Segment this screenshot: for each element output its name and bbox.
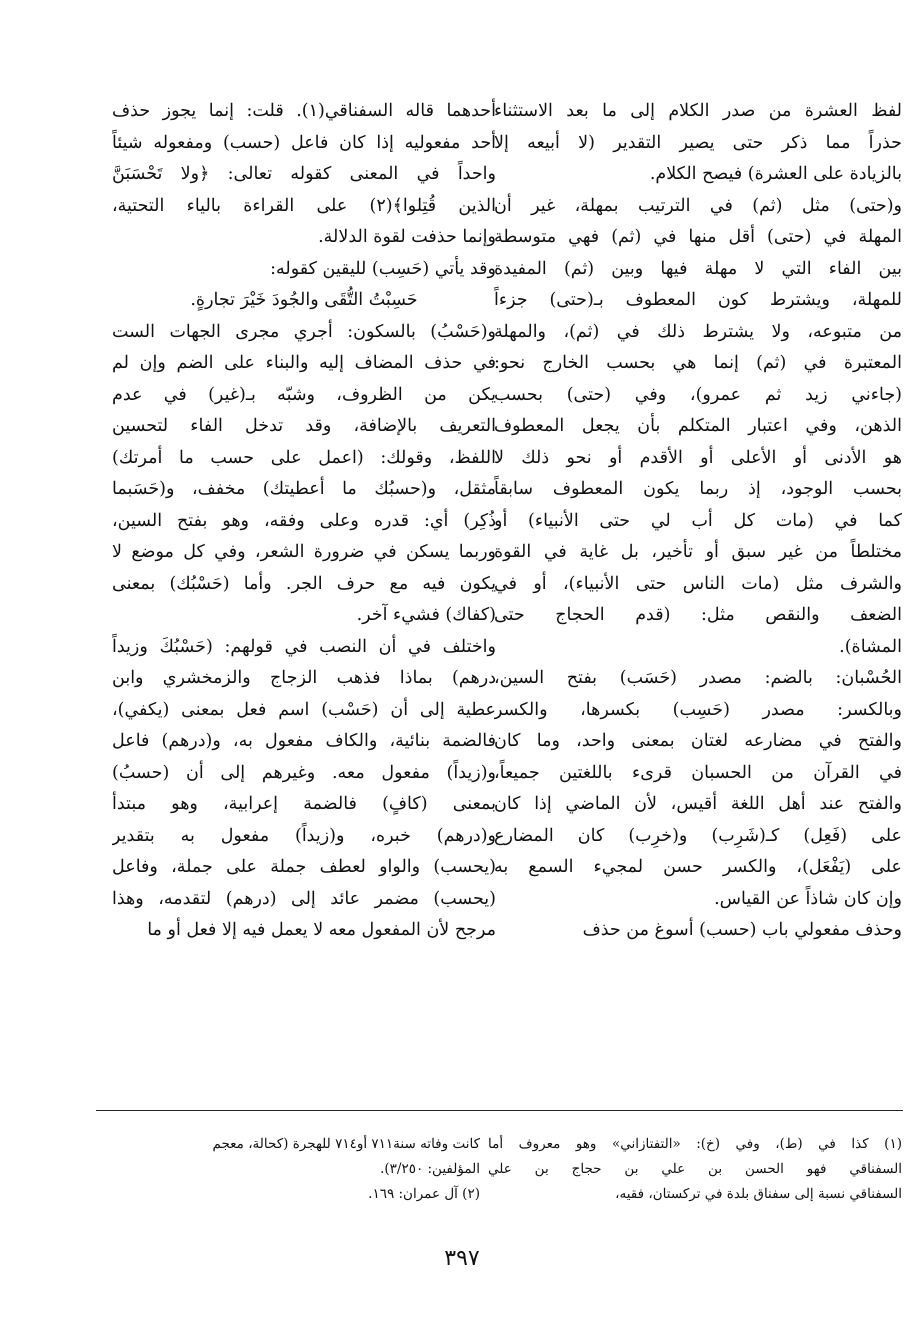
text-line: المهلة في (حتى) أقل منها في (ثم) فهي متوسطة — [494, 227, 902, 247]
text-line: فالضمة بنائية، والكاف مفعول به، و(درهم) فاعل — [112, 731, 496, 751]
text-line: وإنما حذفت لقوة الدلالة. — [318, 227, 496, 247]
text-line: (كفاك) فشيء آخر. — [356, 605, 496, 625]
text-line: وحذف مفعولي باب (حسب) أسوغ من حذف — [582, 920, 902, 940]
footnotes-left — [120, 1132, 480, 1207]
text-line: والفتح عند أهل اللغة أقيس، لأن الماضي إذا كان — [494, 794, 902, 814]
text-line: و(درهم) خبره، و(زيداً) مفعول به بتقدير — [112, 825, 496, 846]
text-line: يكن من الظروف، وشبّه بـ(غير) في عدم — [112, 384, 496, 405]
text-line: ذُكِر) أي: قدره وعلى وفقه، وهو بفتح السين، — [112, 510, 496, 531]
text-line: هو الأدنى أو الأعلى أو الأقدم أو نحو ذلك لا — [494, 447, 902, 468]
text-line: وبالكسر: مصدر (حَسِب) بكسرها، والكسر — [494, 699, 902, 720]
text-line: للمهلة، ويشترط كون المعطوف بـ(حتى) جزءاً — [494, 290, 902, 310]
text-line: السفناقي نسبة إلى سفناق بلدة في تركستان، فقيه، — [615, 1186, 902, 1202]
text-line: واحداً في المعنى كقوله تعالى: ﴿ولا تَحْسَبَنَّ — [112, 164, 496, 184]
text-line: عطية إلى أن (حَسْب) اسم فعل بمعنى (يكفي)، — [112, 699, 496, 720]
text-line: (يحسب) مضمر عائد إلى (درهم) لتقدمه، وهذا — [112, 888, 496, 909]
text-line: حذراً مما ذكر حتى يصير التقدير (لا أبيعه إلا — [494, 132, 902, 153]
text-line: وإن كان شاذاً عن القياس. — [714, 888, 902, 909]
text-line: واختلف في أن النصب في قولهم: (حَسْبُكَ وزيداً — [112, 636, 496, 657]
text-line: (١) كذا في (ط)، وفي (خ): «التفتازاني» وهو معروف أما — [488, 1136, 902, 1152]
footnotes-right — [488, 1132, 902, 1207]
text-line: و(حَسْبُ) بالسكون: أجري مجرى الجهات الست — [112, 321, 496, 342]
text-line: مختلطاً من غير سبق أو تأخير، بل غاية في القوة — [494, 542, 902, 562]
text-line: المعتبرة في (ثم) إنما هي بحسب الخارج نحو: — [494, 353, 902, 373]
text-line: بحسب الوجود، إذ ربما يكون المعطوف سابقاً — [494, 479, 902, 499]
text-line: بين الفاء التي لا مهلة فيها وبين (ثم) المفيدة — [494, 258, 902, 279]
text-line: و(حتى) مثل (ثم) في الترتيب بمهلة، غير أن — [494, 195, 902, 216]
footnote-divider — [96, 1110, 903, 1111]
text-line: السفناقي فهو الحسن بن علي بن حجاج بن علي — [488, 1161, 902, 1177]
text-line: لفظ العشرة من صدر الكلام إلى ما بعد الاستثناء — [494, 101, 902, 121]
page-number: ٣٩٧ — [444, 1246, 480, 1271]
text-line: الحُسْبان: بالضم: مصدر (حَسَب) بفتح السين، — [494, 668, 902, 688]
text-line: مرجح لأن المفعول معه لا يعمل فيه إلا فعل أو ما — [147, 920, 496, 940]
left-column — [112, 96, 496, 947]
text-line: المؤلفين: ٣/٢٥٠). — [380, 1161, 480, 1177]
text-line: بالزيادة على العشرة) فيصح الكلام. — [649, 164, 902, 184]
text-line: التعريف بالإضافة، وقد تدخل الفاء لتحسين — [112, 416, 496, 436]
text-line: يكون فيه مع حرف الجر. وأما (حَسْبُك) بمعنى — [112, 573, 496, 594]
text-line: كما في (مات كل أب لي حتى الأنبياء) أو — [494, 510, 902, 531]
text-line: اللفظ، وقولك: (اعمل على حسب ما أمرتك) — [112, 447, 496, 468]
text-line: من متبوعه، ولا يشترط ذلك في (ثم)، والمهلة — [494, 321, 902, 342]
text-line: وقد يأتي (حَسِب) لليقين كقوله: — [270, 258, 496, 279]
text-line: المشاة). — [839, 636, 902, 657]
text-line: حَسِبْتُ التُّقَى والجُودَ خَيْرَ تجارةٍ. — [190, 290, 418, 310]
text-line: والشرف مثل (مات الناس حتى الأنبياء)، أو في — [494, 573, 902, 594]
text-line: (يحسب) والواو لعطف جملة على جملة، وفاعل — [112, 857, 496, 877]
text-line: على (فَعِل) كـ(شَرِب) و(خرِب) كان المضارع — [494, 825, 902, 846]
text-line: بمعنى (كافٍ) فالضمة إعرابية، وهو مبتدأ — [112, 794, 496, 814]
text-line: درهم) بماذا فذهب الزجاج والزمخشري وابن — [112, 668, 496, 688]
text-line: والفتح في مضارعه لغتان بمعنى واحد، وما كان — [494, 731, 902, 751]
text-line: الذين قُتِلوا﴾(٢) على القراءة بالياء التحتية، — [112, 195, 496, 216]
text-line: أحد مفعوليه إذا كان فاعل (حسب) ومفعوله شيئاً — [112, 132, 496, 153]
text-line: الذهن، وفي اعتبار المتكلم بأن يجعل المعطوف — [494, 416, 902, 436]
text-line: الضعف والنقص مثل: (قدم الحجاج حتى — [494, 605, 902, 625]
text-line: كانت وفاته سنة٧١١ أو٧١٤ للهجرة (كحالة، معجم — [212, 1136, 480, 1152]
text-line: وربما يسكن في ضرورة الشعر، وفي كل موضع لا — [112, 542, 496, 562]
text-line: على (يَفْعَل)، والكسر حسن لمجيء السمع به — [494, 857, 902, 877]
text-line: في حذف المضاف إليه والبناء على الضم وإن لم — [112, 353, 496, 373]
text-line: (جاءني زيد ثم عمرو)، وفي (حتى) بحسب — [494, 384, 902, 405]
text-line: مثقل، و(حسبُك ما أعطيتك) مخفف، و(حَسَبما — [112, 479, 496, 499]
text-line: أحدهما قاله السفناقي(١). قلت: إنما يجوز حذف — [112, 101, 496, 121]
text-line: (٢) آل عمران: ١٦٩. — [368, 1186, 480, 1202]
text-line: و(زيداً) مفعول معه. وغيرهم إلى أن (حسبُ) — [112, 762, 496, 783]
text-line: في القرآن من الحسبان قرىء باللغتين جميعاً، — [494, 762, 902, 783]
right-column — [494, 96, 902, 947]
